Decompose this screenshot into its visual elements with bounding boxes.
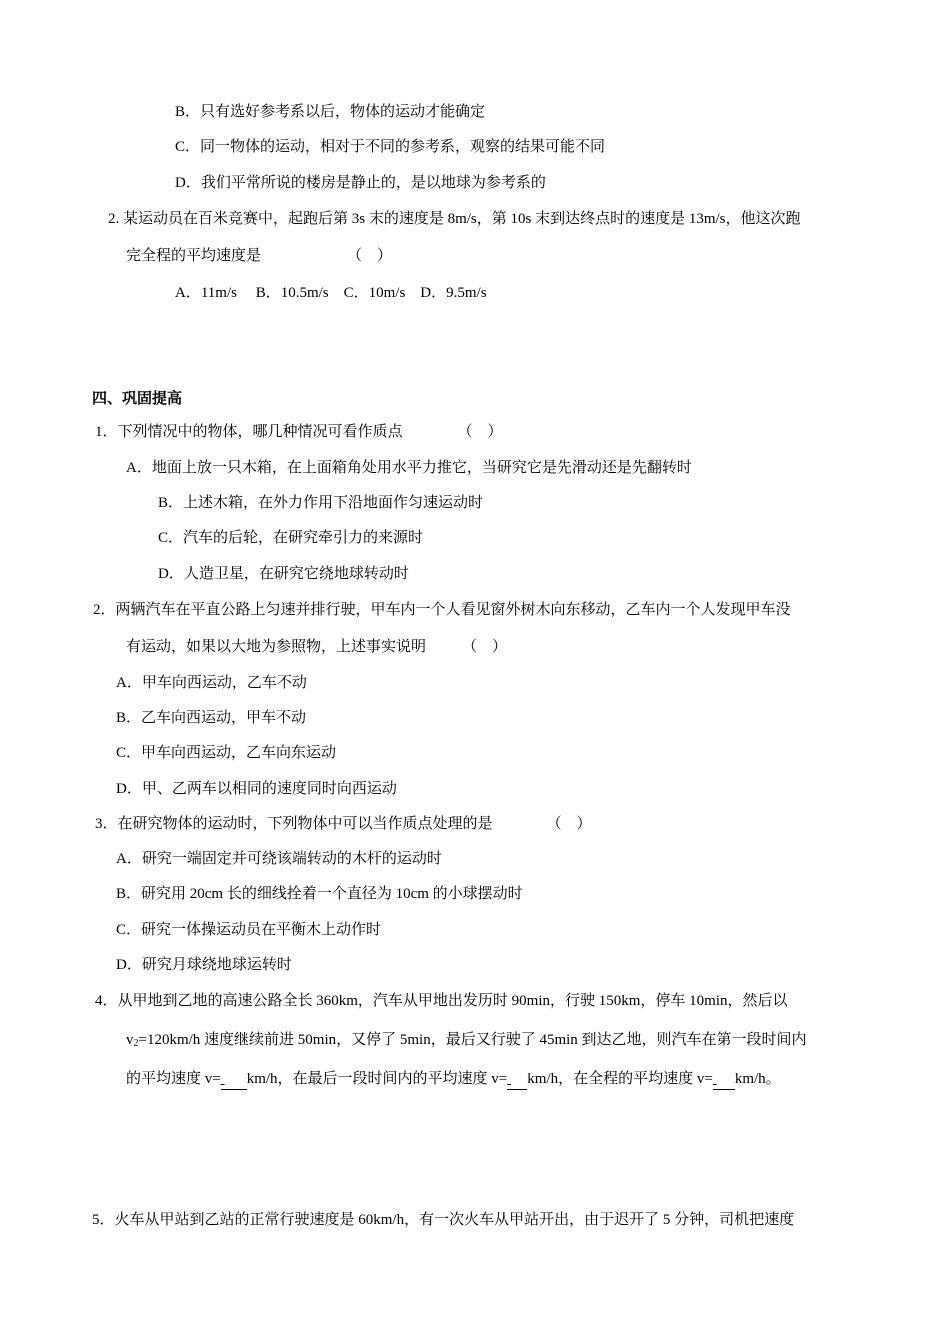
prev-q2-stem-text: 完全程的平均速度是 xyxy=(126,248,262,264)
q2-option-b: B．乙车向西运动，甲车不动 xyxy=(116,710,307,726)
q4-line3-part-b: km/h，在最后一段时间内的平均速度 v= xyxy=(246,1071,508,1087)
q1-option-d: D．人造卫星，在研究它绕地球转动时 xyxy=(158,566,409,582)
prev-q2-stem-line2 xyxy=(126,246,392,266)
q2-option-d: D．甲、乙两车以相同的速度同时向西运动 xyxy=(116,781,397,797)
q3-stem-text: 3．在研究物体的运动时，下列物体中可以当作质点处理的是 xyxy=(95,816,493,832)
q1-stem-text: 1．下列情况中的物体，哪几种情况可看作质点 xyxy=(95,424,403,440)
q3-stem xyxy=(95,814,592,834)
prev-option-b: B．只有选好参考系以后，物体的运动才能确定 xyxy=(175,104,486,120)
q4-line3-part-c: km/h，在全程的平均速度 v= xyxy=(527,1071,713,1087)
q5-stem-line1: 5．火车从甲站到乙站的正常行驶速度是 60km/h，有一次火车从甲站开出，由于迟开了 5 分钟，司机把速度 xyxy=(92,1212,795,1228)
section-heading: 四、巩固提高 xyxy=(92,391,183,407)
q1-option-a: A．地面上放一只木箱，在上面箱角处用水平力推它，当研究它是先滑动还是先翻转时 xyxy=(126,460,692,476)
q2-stem-line2 xyxy=(126,637,507,657)
q4-answer-blank-2[interactable] xyxy=(507,1069,527,1090)
q1-stem xyxy=(95,422,503,442)
prev-q2-options: A．11m/s B．10.5m/s C．10m/s D．9.5m/s xyxy=(175,285,487,301)
q3-answer-paren: （ ） xyxy=(546,816,592,832)
q3-option-d: D．研究月球绕地球运转时 xyxy=(116,957,292,973)
prev-option-d: D．我们平常所说的楼房是静止的，是以地球为参考系的 xyxy=(175,175,546,191)
prev-option-c: C．同一物体的运动，相对于不同的参考系，观察的结果可能不同 xyxy=(175,139,606,155)
q1-option-b: B．上述木箱，在外力作用下沿地面作匀速运动时 xyxy=(158,495,484,511)
q4-velocity-subscript: 2 xyxy=(133,1038,139,1049)
q4-stem-line2-text: =120km/h 速度继续前进 50min，又停了 5min，最后又行驶了 45min 到达乙地，则汽车在第一段时间内 xyxy=(138,1032,807,1048)
q2-option-c: C．甲车向西运动，乙车向东运动 xyxy=(116,745,337,761)
q1-answer-paren: （ ） xyxy=(457,424,503,440)
q4-answer-blank-1[interactable] xyxy=(221,1069,247,1090)
prev-q2-answer-paren: （ ） xyxy=(347,248,393,264)
q4-line3-part-a: 的平均速度 v= xyxy=(126,1071,221,1087)
q3-option-a: A．研究一端固定并可绕该端转动的木杆的运动时 xyxy=(116,851,442,867)
prev-q2-stem-line1: 2. 某运动员在百米竞赛中，起跑后第 3s 末的速度是 8m/s，第 10s 末到达终点时的速度是 13m/s，他这次跑 xyxy=(108,211,801,227)
q4-velocity-symbol: v xyxy=(126,1032,134,1048)
q1-option-c: C．汽车的后轮，在研究牵引力的来源时 xyxy=(158,530,424,546)
q2-stem-text: 有运动，如果以大地为参照物，上述事实说明 xyxy=(126,639,427,655)
q4-stem-line2 xyxy=(126,1030,807,1054)
q3-option-c: C．研究一体操运动员在平衡木上动作时 xyxy=(116,922,382,938)
q3-option-b: B．研究用 20cm 长的细线拴着一个直径为 10cm 的小球摆动时 xyxy=(116,886,523,902)
q4-stem-line1: 4．从甲地到乙地的高速公路全长 360km，汽车从甲地出发历时 90min，行驶 150km，停车 10min，然后以 xyxy=(95,993,788,1009)
q4-answer-blank-3[interactable] xyxy=(713,1069,735,1090)
q2-option-a: A．甲车向西运动，乙车不动 xyxy=(116,675,307,691)
q2-stem-line1: 2．两辆汽车在平直公路上匀速并排行驶，甲车内一个人看见窗外树木向东移动，乙车内一个人发现甲车没 xyxy=(93,602,791,618)
q4-stem-line3 xyxy=(126,1069,781,1090)
q2-answer-paren: （ ） xyxy=(462,639,508,655)
q4-line3-part-d: km/h。 xyxy=(734,1071,781,1087)
